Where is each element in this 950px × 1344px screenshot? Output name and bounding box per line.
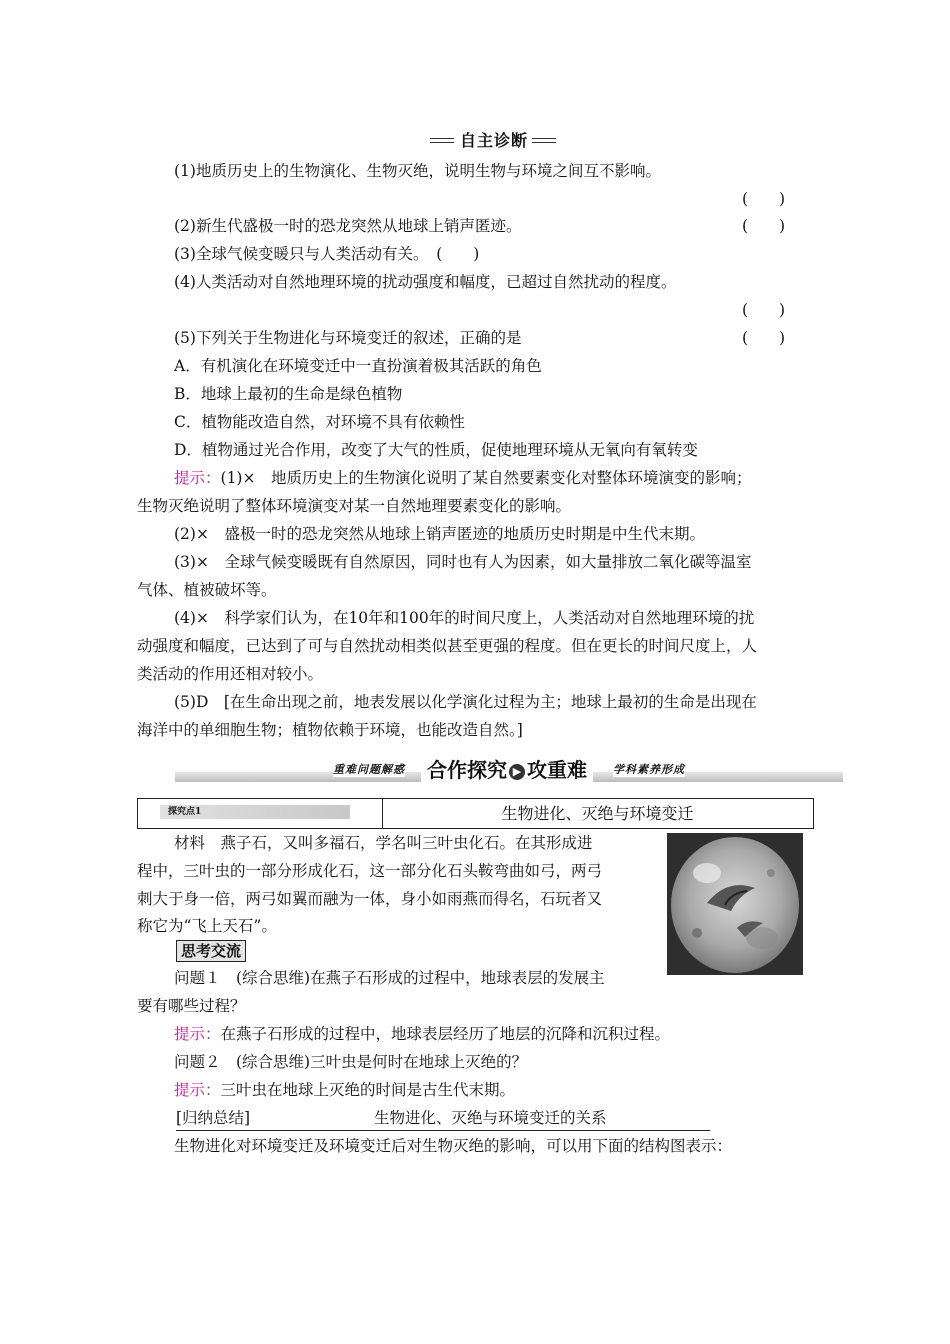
answer-paren-4: ( )	[742, 301, 786, 319]
banner-main-2: 攻重难	[527, 758, 587, 782]
banner-main-1: 合作探究	[427, 758, 507, 782]
answer-paren-5: ( )	[742, 329, 786, 347]
think-exchange-label: 思考交流	[176, 940, 246, 962]
option-c: C．植物能改造自然，对环境不具有依赖性	[174, 413, 465, 431]
think-question-1-cont: 要有哪些过程？	[137, 997, 246, 1015]
hint-1-text: (1)× 地质历史上的生物演化说明了某自然要素变化对整体环境演变的影响；	[220, 469, 752, 487]
hint-4-cont-2: 类活动的作用还相对较小。	[137, 665, 324, 683]
section-banner	[175, 756, 843, 786]
hint-3-cont: 气体、植被破坏等。	[137, 581, 277, 599]
option-b: B．地球上最初的生命是绿色植物	[174, 385, 403, 403]
explore-point-table	[137, 798, 814, 829]
option-a: A．有机演化在环境变迁中一直扮演着极其活跃的角色	[174, 357, 542, 375]
option-d: D．植物通过光合作用，改变了大气的性质，促使地理环境从无氧向有氧转变	[174, 441, 698, 459]
question-3: (3)全球气候变暖只与人类活动有关。 ( )	[174, 245, 480, 263]
arrow-right-icon: ▶	[509, 764, 525, 780]
hint-label: 提示：	[174, 469, 221, 487]
trilobite-fossil-image	[667, 833, 803, 975]
hint-5: (5)D [在生命出现之前，地表发展以化学演化过程为主；地球上最初的生命是出现在	[174, 693, 757, 711]
summary-heading	[176, 1104, 710, 1131]
summary-title: 生物进化、灭绝与环境变迁的关系	[374, 1109, 607, 1127]
section-title-zizhu	[430, 128, 558, 150]
think-answer-1-text: 在燕子石形成的过程中，地球表层经历了地层的沉降和沉积过程。	[220, 1025, 671, 1043]
answer-paren-1: ( )	[742, 190, 786, 208]
material-line-1: 材料 燕子石，又叫多福石，学名叫三叶虫化石。在其形成进	[174, 834, 593, 852]
banner-left-text: 重难问题解惑	[333, 763, 405, 776]
hint-4-cont-1: 动强度和幅度，已达到了可与自然扰动相类似甚至更强的程度。但在更长的时间尺度上，人	[137, 637, 758, 655]
material-line-3: 刺大于身一倍，两弓如翼而融为一体，身小如雨燕而得名，石玩者又	[137, 890, 603, 908]
think-answer-2-text: 三叶虫在地球上灭绝的时间是古生代末期。	[220, 1081, 516, 1099]
question-2: (2)新生代盛极一时的恐龙突然从地球上销声匿迹。	[174, 217, 522, 235]
think-answer-1	[137, 1020, 854, 1048]
hint-1-cont: 生物灭绝说明了整体环境演变对某一自然地理要素变化的影响。	[137, 497, 572, 515]
title-rule-right	[532, 138, 556, 143]
hint-4: (4)× 科学家们认为，在10年和100年的时间尺度上，人类活动对自然地理环境的扰	[174, 609, 755, 627]
structure-intro: 生物进化对环境变迁及环境变迁后对生物灭绝的影响，可以用下面的结构图表示：	[174, 1137, 733, 1155]
hint-label: 提示：	[174, 1081, 221, 1099]
section-title-text: 自主诊断	[460, 131, 529, 150]
question-5: (5)下列关于生物进化与环境变迁的叙述，正确的是	[174, 329, 522, 347]
banner-main	[421, 754, 593, 783]
hint-3: (3)× 全球气候变暖既有自然原因，同时也有人为因素，如大量排放二氧化碳等温室	[174, 553, 752, 571]
hint-5-cont: 海洋中的单细胞生物；植物依赖于环境，也能改造自然。]	[137, 721, 523, 739]
banner-right-text: 学科素养形成	[613, 763, 685, 776]
explore-tag: 探究点1	[160, 805, 350, 819]
explore-title: 生物进化、灭绝与环境变迁	[501, 804, 694, 823]
hint-1	[137, 464, 854, 492]
think-answer-2	[137, 1076, 854, 1104]
material-line-2: 程中，三叶虫的一部分形成化石，这一部分化石头鞍弯曲如弓，两弓	[137, 862, 603, 880]
explore-tag-cell	[138, 799, 383, 828]
question-1: (1)地质历史上的生物演化、生物灭绝，说明生物与环境之间互不影响。	[174, 162, 661, 180]
think-question-2: 问题２ (综合思维)三叶虫是何时在地球上灭绝的？	[174, 1053, 528, 1071]
hint-2: (2)× 盛极一时的恐龙突然从地球上销声匿迹的地质历史时期是中生代末期。	[174, 525, 705, 543]
title-rule-left	[430, 138, 454, 143]
think-question-1: 问题１ (综合思维)在燕子石形成的过程中，地球表层的发展主	[174, 969, 605, 987]
material-line-4: 称它为“飞上天石”。	[137, 917, 277, 935]
hint-label: 提示：	[174, 1025, 221, 1043]
question-4: (4)人类活动对自然地理环境的扰动强度和幅度，已超过自然扰动的程度。	[174, 273, 677, 291]
summary-label: [归纳总结]	[176, 1109, 251, 1127]
answer-paren-2: ( )	[742, 217, 786, 235]
